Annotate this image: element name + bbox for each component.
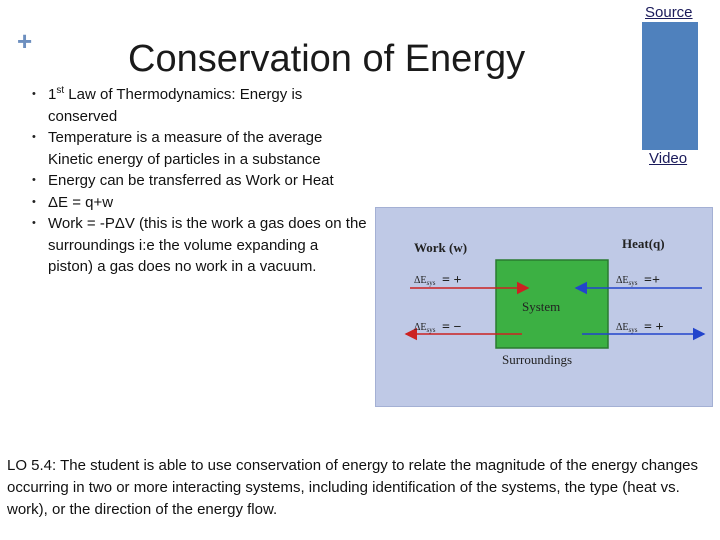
svg-text:= +: = + — [442, 273, 462, 288]
bullet-item: • Energy can be transferred as Work or Heat — [32, 170, 367, 192]
system-label: System — [522, 299, 561, 314]
learning-objective: LO 5.4: The student is able to use conservation of energy to relate the magnitude of the energy changes occurring in two or more interacting systems, including identification of the systems, the type (heat vs. work), or the direction of the energy flow. — [7, 457, 699, 518]
bullet-item: • Temperature is a measure of the average Kinetic energy of particles in a substance — [32, 129, 323, 168]
source-link[interactable]: Source — [645, 4, 693, 21]
work-in-equation — [414, 273, 461, 288]
bullet-icon: • — [32, 195, 36, 208]
work-out-equation — [414, 320, 461, 335]
bullet-item: • 1st Law of Thermodynamics: Energy is conserved — [32, 85, 303, 125]
bullet-icon: • — [32, 217, 36, 229]
svg-text:ΔEsys: $\Delta E_{sys}$ — [616, 322, 638, 334]
energy-diagram-svg — [376, 208, 712, 406]
bullet-list — [32, 84, 367, 278]
svg-text:=+: =+ — [644, 273, 660, 288]
work-label: Work (w) — [414, 240, 468, 255]
plus-icon: + — [17, 26, 33, 56]
svg-text:= +: = + — [644, 320, 664, 335]
heat-out-equation — [616, 320, 663, 335]
bullet-item: • Work = -PΔV (this is the work a gas does on the surroundings i:e the volume expanding a piston) a gas does no work in a vacuum. — [32, 215, 367, 275]
video-thumbnail[interactable] — [642, 22, 698, 150]
svg-text:ΔEsys: $\Delta E_{sys}$ — [414, 322, 436, 334]
bullet-icon: • — [32, 131, 36, 143]
slide-title: Conservation of Energy — [128, 38, 526, 80]
svg-text:= −: = − — [442, 320, 462, 335]
energy-diagram — [375, 207, 713, 407]
bullet-icon: • — [32, 88, 36, 100]
svg-text:ΔEsys: $\Delta E_{sys}$ — [616, 275, 638, 287]
bullet-item: • ΔE = q+w — [32, 192, 367, 214]
heat-in-equation — [616, 273, 660, 288]
bullet-icon: • — [32, 174, 36, 186]
video-link[interactable]: Video — [649, 150, 688, 167]
svg-text:ΔEsys: $\Delta E_{sys}$ — [414, 275, 436, 287]
surroundings-label: Surroundings — [502, 352, 573, 367]
heat-label: Heat(q) — [622, 236, 665, 251]
